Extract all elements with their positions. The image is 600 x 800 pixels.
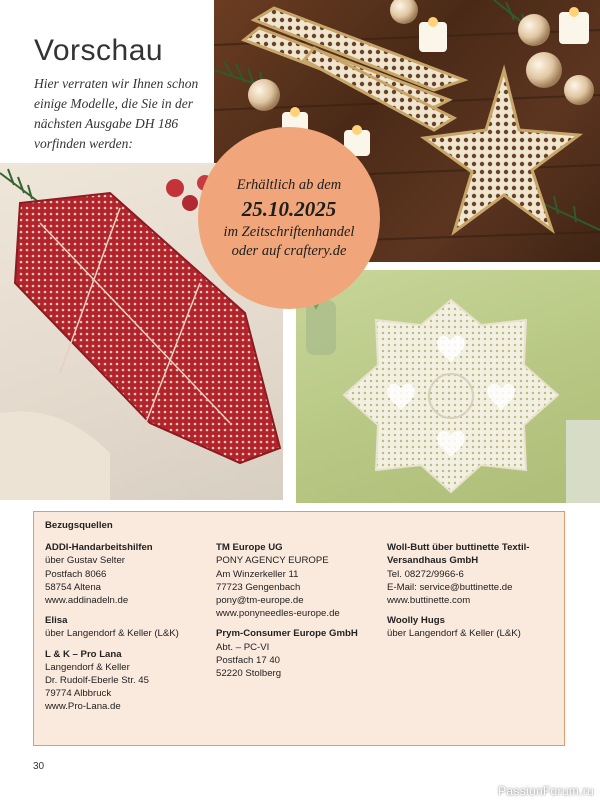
- badge-line-1: Erhältlich ab dem: [236, 176, 342, 193]
- site-watermark: PassionForum.ru: [498, 784, 594, 798]
- source-line: 52220 Stolberg: [216, 668, 282, 680]
- source-line: PONY AGENCY EUROPE: [216, 555, 329, 567]
- source-line: über Langendorf & Keller (L&K): [387, 628, 521, 640]
- sources-columns: [45, 541, 553, 720]
- source-line: 79774 Albbruck: [45, 688, 112, 700]
- source-name: Elisa: [45, 615, 68, 627]
- source-entry: [45, 541, 216, 607]
- badge-date: 25.10.2025: [241, 196, 337, 221]
- source-line: 58754 Altena: [45, 581, 102, 593]
- source-entry: [387, 614, 557, 640]
- source-line: Postfach 17 40: [216, 654, 281, 666]
- source-line: pony@tm-europe.de: [216, 595, 304, 607]
- badge-line-4: oder auf craftery.de: [231, 242, 347, 259]
- source-line: Am Winzerkeller 11: [216, 568, 299, 580]
- badge-line-3: im Zeitschriftenhandel: [223, 223, 355, 240]
- source-entry: [45, 614, 216, 640]
- source-line: www.Pro-Lana.de: [45, 701, 121, 713]
- source-name: Prym-Consumer Europe GmbH: [216, 628, 358, 640]
- source-line: E-Mail: service@buttinette.de: [387, 581, 513, 593]
- source-entry: [45, 648, 216, 714]
- source-entry: [387, 541, 557, 607]
- source-entry: [216, 541, 387, 620]
- sources-column-2: [216, 541, 387, 720]
- source-line: Tel. 08272/9966-6: [387, 568, 464, 580]
- source-entry: [216, 627, 387, 680]
- source-line: www.buttinette.com: [387, 595, 471, 607]
- white-doily-illustration: [296, 270, 600, 503]
- sources-box: [33, 511, 565, 746]
- source-line: über Gustav Selter: [45, 555, 125, 567]
- sources-column-3: [387, 541, 557, 720]
- source-line: über Langendorf & Keller (L&K): [45, 628, 179, 640]
- source-name: TM Europe UG: [216, 542, 283, 554]
- source-line: www.ponyneedles-europe.de: [216, 608, 340, 620]
- source-line: 77723 Gengenbach: [216, 581, 301, 593]
- source-name: Woll-Butt über buttinette Textil-Versandhaus GmbH: [387, 542, 530, 567]
- source-line: Dr. Rudolf-Eberle Str. 45: [45, 675, 149, 687]
- source-line: www.addinadeln.de: [45, 595, 129, 607]
- intro-text: Hier verraten wir Ihnen schon einige Modelle, die Sie in der nächsten Ausgabe DH 186 vorfinden werden:: [34, 76, 199, 151]
- page-title: Vorschau: [34, 34, 164, 67]
- source-line: Abt. – PC-VI: [216, 641, 270, 653]
- source-name: L & K – Pro Lana: [45, 648, 122, 660]
- availability-badge: [198, 127, 380, 309]
- sources-title: Bezugsquellen: [45, 520, 113, 531]
- source-line: Postfach 8066: [45, 568, 107, 580]
- photo-white-doily: [296, 270, 600, 503]
- page-number: 30: [33, 761, 45, 772]
- source-line: Langendorf & Keller: [45, 661, 130, 673]
- source-name: Woolly Hugs: [387, 615, 445, 627]
- sources-column-1: [45, 541, 216, 720]
- source-name: ADDI-Handarbeitshilfen: [45, 542, 153, 554]
